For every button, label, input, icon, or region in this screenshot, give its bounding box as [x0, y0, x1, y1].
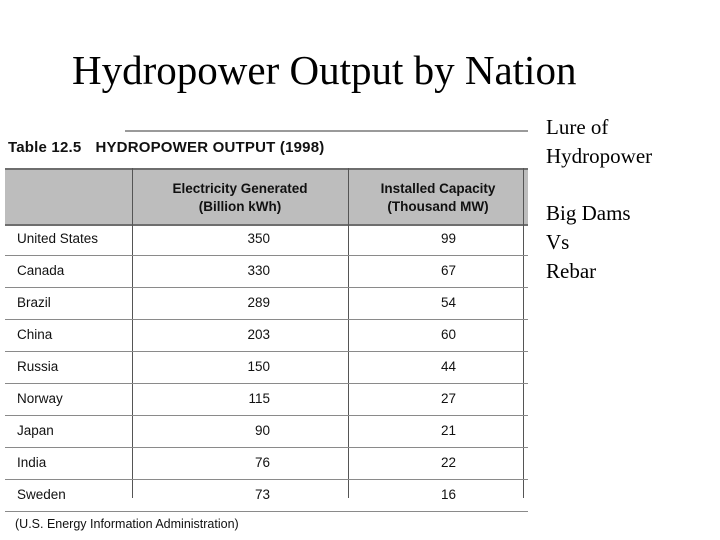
side-note-dams: [546, 199, 631, 286]
country-cell: United States: [17, 231, 99, 246]
table-title: HYDROPOWER OUTPUT (1998): [95, 139, 325, 156]
country-cell: China: [17, 327, 53, 342]
table-row: [5, 384, 528, 416]
capacity-cell: 54: [440, 295, 456, 310]
side-note-line: Big Dams: [546, 201, 631, 225]
slide-title: Hydropower Output by Nation: [72, 47, 577, 93]
generated-cell: 289: [247, 295, 270, 310]
generated-cell: 350: [247, 231, 270, 246]
side-note-line: Vs: [546, 230, 570, 254]
table-number: Table 12.5: [8, 139, 82, 156]
column-header-capacity: [348, 180, 528, 216]
country-cell: Canada: [17, 263, 65, 278]
generated-cell: 150: [247, 359, 270, 374]
column-header-generated: [132, 180, 348, 216]
generated-cell: 330: [247, 263, 270, 278]
country-cell: Japan: [17, 423, 54, 438]
capacity-cell: 22: [440, 455, 456, 470]
side-note-lure: [546, 113, 652, 171]
capacity-cell: 21: [440, 423, 456, 438]
generated-cell: 73: [254, 487, 270, 502]
generated-cell: 90: [254, 423, 270, 438]
capacity-cell: 27: [440, 391, 456, 406]
capacity-cell: 60: [440, 327, 456, 342]
generated-cell: 76: [254, 455, 270, 470]
generated-cell: 115: [248, 391, 270, 406]
side-note-line: Rebar: [546, 259, 597, 283]
side-note-line: Lure of: [546, 115, 609, 139]
table-row: [5, 224, 528, 256]
divider: [125, 130, 528, 132]
country-cell: Russia: [17, 359, 59, 374]
capacity-cell: 44: [440, 359, 456, 374]
table-body: [5, 224, 528, 512]
table-header: [5, 168, 528, 226]
country-cell: Sweden: [17, 487, 66, 502]
column-header-line: Installed Capacity: [380, 181, 496, 196]
generated-cell: 203: [247, 327, 270, 342]
capacity-cell: 67: [440, 263, 456, 278]
column-header-line: (Thousand MW): [387, 199, 489, 214]
column-header-line: Electricity Generated: [172, 181, 308, 196]
table-source: (U.S. Energy Information Administration): [15, 517, 239, 531]
capacity-cell: 99: [440, 231, 456, 246]
capacity-cell: 16: [440, 487, 456, 502]
scanned-table-image: [5, 128, 528, 538]
country-cell: Norway: [17, 391, 63, 406]
table-row: [5, 448, 528, 480]
table-row: [5, 320, 528, 352]
table-caption: [8, 139, 324, 156]
country-cell: India: [17, 455, 47, 470]
side-note-line: Hydropower: [546, 144, 653, 168]
table-row: [5, 416, 528, 448]
country-cell: Brazil: [17, 295, 51, 310]
column-header-line: (Billion kWh): [198, 199, 282, 214]
table-row: [5, 352, 528, 384]
table-row: [5, 480, 528, 512]
table-row: [5, 288, 528, 320]
table-row: [5, 256, 528, 288]
